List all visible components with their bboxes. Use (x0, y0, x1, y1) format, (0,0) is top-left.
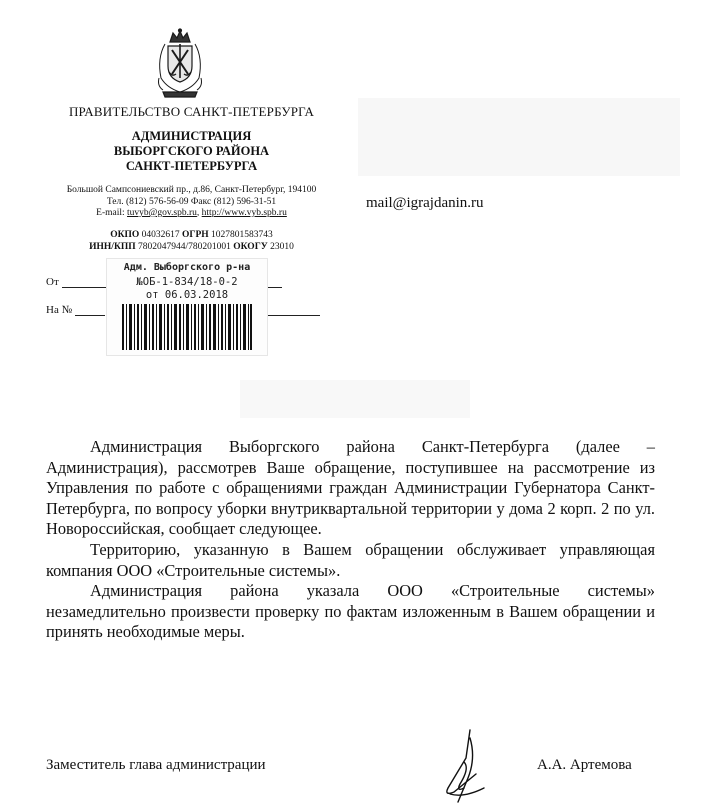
paragraph-3: Администрация района указала ООО «Строительные системы» незамедлительно произвести проверку по фактам изложенным в Вашем обращении и принять необходимые меры. (46, 581, 655, 642)
contact-block (0, 185, 383, 220)
okpo-label: ОКПО (110, 230, 140, 240)
inn-value: 7802047944/780201001 (135, 242, 234, 252)
admin-line-3: САНКТ-ПЕТЕРБУРГА (125, 159, 258, 173)
ogrn-value: 1027801583743 (208, 230, 273, 240)
okpo-value: 04032617 (139, 230, 183, 240)
okogu-value: 23010 (267, 242, 294, 252)
barcode-icon (122, 304, 252, 350)
email-label: E-mail: (96, 208, 128, 218)
registration-stamp (106, 258, 268, 356)
redacted-area (358, 98, 680, 176)
stamp-org: Адм. Выборгского р-на (123, 262, 251, 273)
inn-label: ИНН/КПП (89, 242, 136, 252)
stamp-date: от 06.03.2018 (145, 289, 229, 301)
registration-codes (0, 229, 383, 253)
administration-title (0, 129, 383, 174)
email-link[interactable]: tuvyb@gov.spb.ru (127, 208, 197, 218)
recipient-email: mail@igrajdanin.ru (366, 195, 484, 211)
redacted-area-2 (240, 380, 470, 418)
codes-line-1 (0, 229, 383, 241)
letter-body (46, 437, 655, 643)
ogrn-label: ОГРН (182, 230, 209, 240)
okogu-label: ОКОГУ (233, 242, 268, 252)
email-web-line (0, 208, 383, 220)
phone-fax: Тел. (812) 576-56-09 Факс (812) 596-31-51 (106, 196, 277, 207)
stamp-number: №ОБ-1-834/18-0-2 (136, 276, 238, 288)
paragraph-1: Администрация Выборгского района Санкт-Петербурга (далее – Администрация), рассмотрев Ваше обращение, поступившее на рассмотрение из Управления по работе с обращениями граждан Администрации Губернатора Санкт-Петербурга, по вопросу уборки внутриквартальной территории у дома 2 корп. 2 по ул. Новороссийская, сообщает следующее. (46, 437, 655, 539)
signatory-title: Заместитель глава администрации (46, 757, 266, 773)
to-label: На № (46, 304, 73, 316)
handwritten-signature-icon (440, 728, 492, 806)
coat-of-arms-icon (153, 28, 207, 98)
from-label: От (46, 276, 59, 288)
signatory-name: А.А. Артемова (537, 757, 632, 773)
address: Большой Сампсониевский пр., д.86, Санкт-Петербург, 194100 (66, 185, 317, 195)
government-title: ПРАВИТЕЛЬСТВО САНКТ-ПЕТЕРБУРГА (68, 104, 315, 119)
website-link[interactable]: http://www.vyb.spb.ru (201, 208, 287, 218)
admin-line-1: АДМИНИСТРАЦИЯ (131, 129, 252, 143)
paragraph-2: Территорию, указанную в Вашем обращении обслуживает управляющая компания ООО «Строительные системы». (46, 539, 655, 580)
to-blank-1 (75, 315, 105, 316)
codes-line-2 (0, 241, 383, 253)
admin-line-2: ВЫБОРГСКОГО РАЙОНА (113, 144, 270, 158)
link-separator: , (196, 208, 202, 218)
